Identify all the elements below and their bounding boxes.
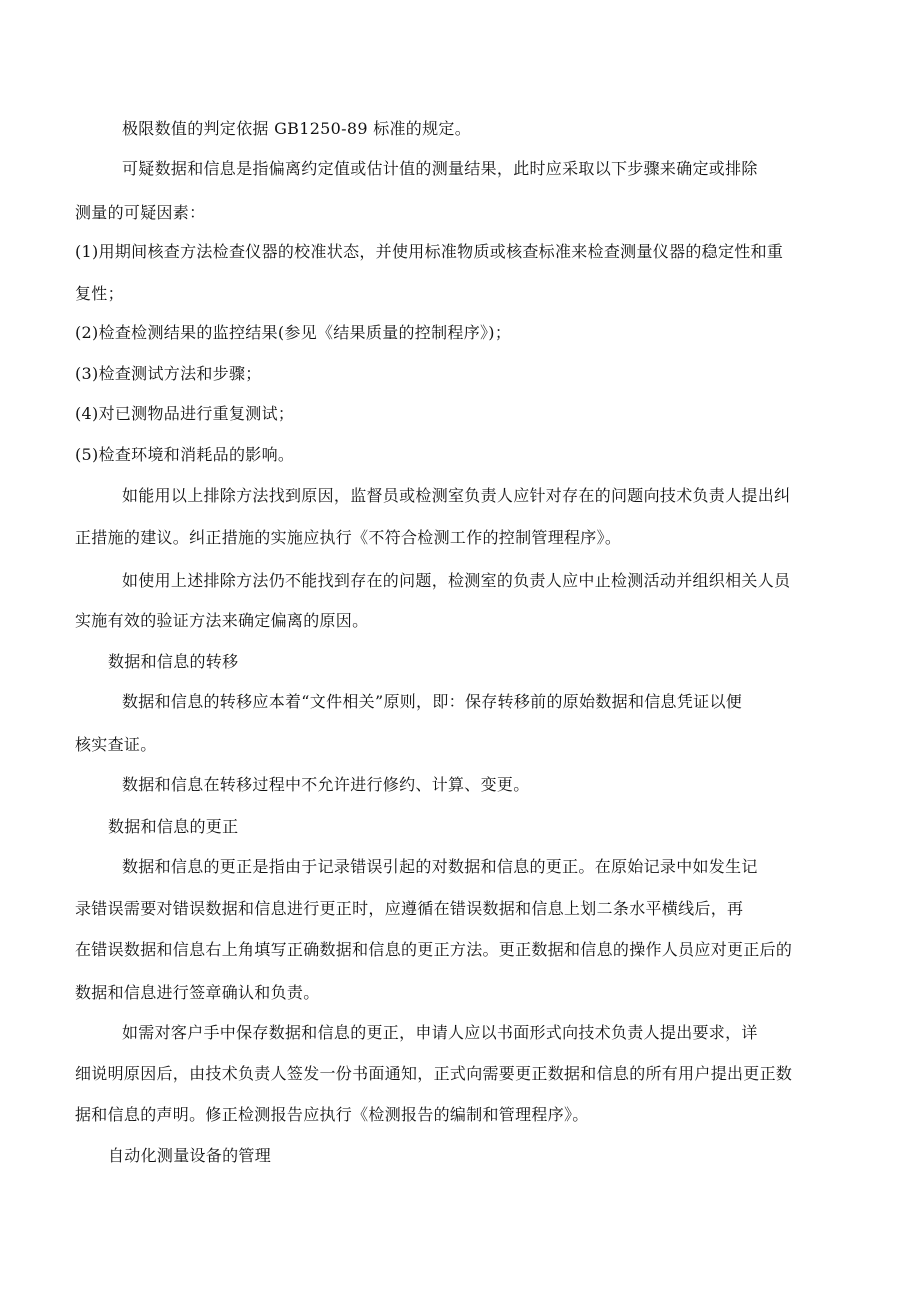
section-heading-automated-equipment: 自动化测量设备的管理 xyxy=(108,1146,272,1165)
paragraph-halt-line-2: 实施有效的验证方法来确定偏离的原因。 xyxy=(75,611,369,630)
list-item-5: (5)检查环境和消耗品的影响。 xyxy=(75,445,295,464)
paragraph-correction-line-3: 在错误数据和信息右上角填写正确数据和信息的更正方法。更正数据和信息的操作人员应对更正后的 xyxy=(75,940,793,959)
list-item-3: (3)检查测试方法和步骤； xyxy=(75,364,262,383)
paragraph-correction-line-2: 录错误需要对错误数据和信息进行更正时，应遵循在错误数据和信息上划二条水平横线后，再 xyxy=(75,899,744,918)
paragraph-client-correction-line-1: 如需对客户手中保存数据和信息的更正，申请人应以书面形式向技术负责人提出要求，详 xyxy=(122,1023,758,1042)
paragraph-client-correction-line-2: 细说明原因后，由技术负责人签发一份书面通知，正式向需要更正数据和信息的所有用户提出更正数 xyxy=(75,1064,793,1083)
list-item-1-line-2: 复性； xyxy=(75,284,124,303)
paragraph-transfer-line-1: 数据和信息的转移应本着“文件相关”原则，即：保存转移前的原始数据和信息凭证以便 xyxy=(122,692,743,711)
list-item-2: (2)检查检测结果的监控结果(参见《结果质量的控制程序》)； xyxy=(75,323,512,342)
paragraph-suspect-data-line-2: 测量的可疑因素： xyxy=(75,203,206,222)
list-item-1-line-1: (1)用期间核查方法检查仪器的校准状态，并使用标准物质或核查标准来检查测量仪器的稳定性和重 xyxy=(75,242,784,261)
paragraph-corrective-line-2: 正措施的建议。纠正措施的实施应执行《不符合检测工作的控制管理程序》。 xyxy=(75,528,622,547)
paragraph-limit-value: 极限数值的判定依据 GB1250-89 标准的规定。 xyxy=(122,119,471,138)
paragraph-correction-line-4: 数据和信息进行签章确认和负责。 xyxy=(75,983,320,1002)
section-heading-data-transfer: 数据和信息的转移 xyxy=(108,652,239,671)
paragraph-corrective-line-1: 如能用以上排除方法找到原因，监督员或检测室负责人应针对存在的问题向技术负责人提出纠 xyxy=(122,486,791,505)
paragraph-halt-line-1: 如使用上述排除方法仍不能找到存在的问题，检测室的负责人应中止检测活动并组织相关人员 xyxy=(122,571,791,590)
paragraph-client-correction-line-3: 据和信息的声明。修正检测报告应执行《检测报告的编制和管理程序》。 xyxy=(75,1105,589,1124)
section-heading-data-correction: 数据和信息的更正 xyxy=(108,817,239,836)
paragraph-transfer-no-modify: 数据和信息在转移过程中不允许进行修约、计算、变更。 xyxy=(122,775,530,794)
list-item-4: (4)对已测物品进行重复测试； xyxy=(75,404,295,423)
paragraph-transfer-line-2: 核实查证。 xyxy=(75,735,157,754)
paragraph-suspect-data-line-1: 可疑数据和信息是指偏离约定值或估计值的测量结果，此时应采取以下步骤来确定或排除 xyxy=(122,159,758,178)
paragraph-correction-line-1: 数据和信息的更正是指由于记录错误引起的对数据和信息的更正。在原始记录中如发生记 xyxy=(122,857,758,876)
